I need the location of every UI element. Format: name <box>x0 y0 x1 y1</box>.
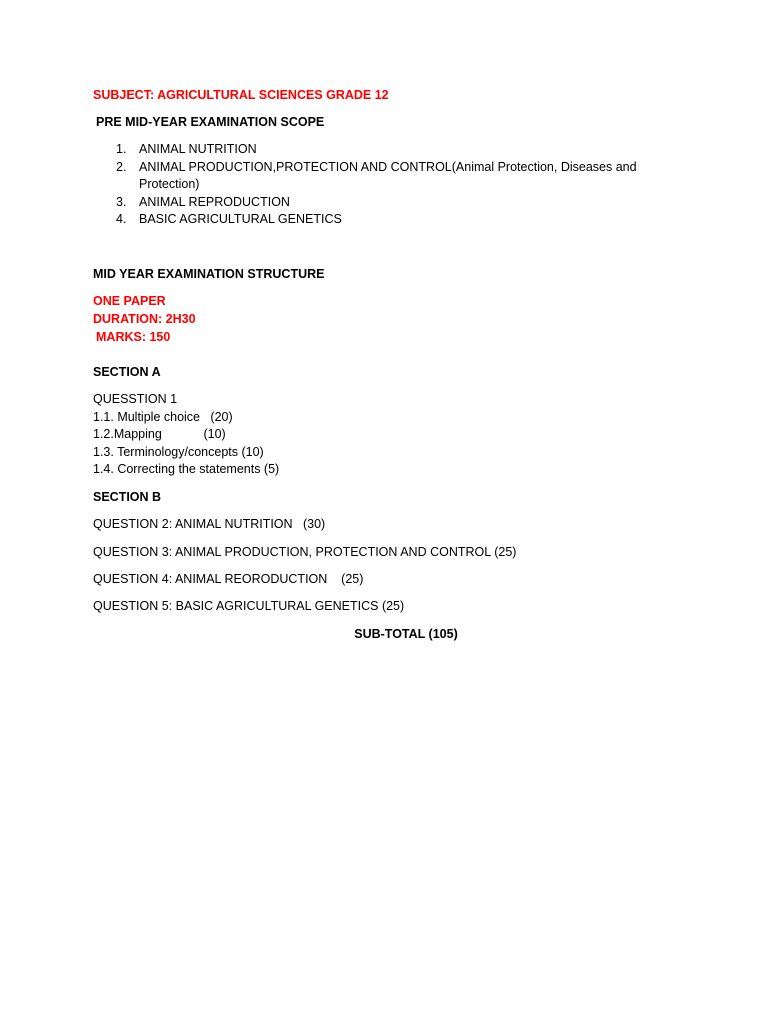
section-b-question: QUESTION 3: ANIMAL PRODUCTION, PROTECTION AND CONTROL (25) <box>93 545 517 559</box>
scope-item-continuation: Protection) <box>139 177 200 191</box>
paper-duration: DURATION: 2H30 <box>93 312 196 326</box>
question-1-title: QUESSTION 1 <box>93 392 178 406</box>
question-1-part: 1.4. Correcting the statements (5) <box>93 462 280 476</box>
question-1-part: 1.1. Multiple choice (20) <box>93 410 233 424</box>
question-1-part: 1.2.Mapping (10) <box>93 427 226 441</box>
scope-item: ANIMAL PRODUCTION,PROTECTION AND CONTROL(Animal Protection, Diseases and <box>139 160 637 174</box>
structure-heading: MID YEAR EXAMINATION STRUCTURE <box>93 267 325 281</box>
section-b-heading: SECTION B <box>93 490 162 504</box>
scope-item-number: 3. <box>116 195 127 209</box>
scope-item: BASIC AGRICULTURAL GENETICS <box>139 212 342 226</box>
scope-item: ANIMAL NUTRITION <box>139 142 257 156</box>
scope-item: ANIMAL REPRODUCTION <box>139 195 290 209</box>
scope-item-number: 4. <box>116 212 127 226</box>
section-b-question: QUESTION 5: BASIC AGRICULTURAL GENETICS (25) <box>93 599 405 613</box>
section-b-question: QUESTION 2: ANIMAL NUTRITION (30) <box>93 517 326 531</box>
scope-heading: PRE MID-YEAR EXAMINATION SCOPE <box>96 115 325 129</box>
section-a-heading: SECTION A <box>93 365 161 379</box>
paper-count: ONE PAPER <box>93 294 166 308</box>
paper-marks: MARKS: 150 <box>96 330 171 344</box>
subtotal: SUB-TOTAL (105) <box>354 627 458 641</box>
scope-item-number: 2. <box>116 160 127 174</box>
scope-item-number: 1. <box>116 142 127 156</box>
section-b-question: QUESTION 4: ANIMAL REORODUCTION (25) <box>93 572 364 586</box>
subject-title: SUBJECT: AGRICULTURAL SCIENCES GRADE 12 <box>93 88 389 102</box>
question-1-part: 1.3. Terminology/concepts (10) <box>93 445 264 459</box>
